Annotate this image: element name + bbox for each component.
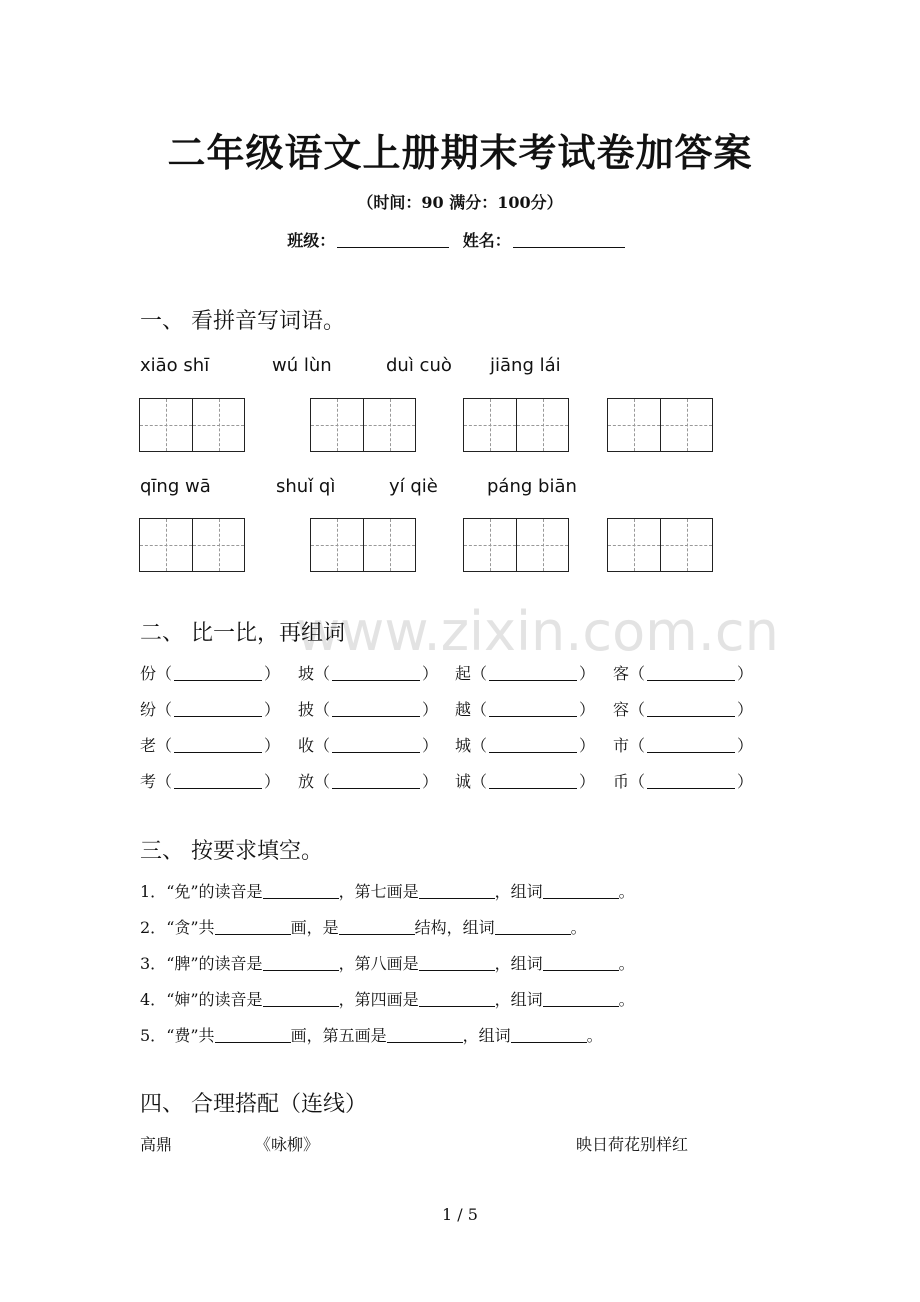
tian-grid[interactable] bbox=[607, 518, 713, 572]
word-blank[interactable] bbox=[647, 788, 735, 789]
word-blank[interactable] bbox=[489, 788, 577, 789]
match-author[interactable]: 高鼎 bbox=[140, 1135, 173, 1154]
answer-blank[interactable] bbox=[543, 898, 619, 899]
compare-item: 坡（ ） bbox=[298, 664, 439, 683]
compare-char: 收 bbox=[298, 736, 315, 755]
compare-char: 诚 bbox=[455, 772, 472, 791]
tian-grid[interactable] bbox=[463, 518, 569, 572]
compare-item: 收（ ） bbox=[298, 736, 439, 755]
pinyin-label: shuǐ qì bbox=[276, 476, 336, 497]
answer-blank[interactable] bbox=[263, 898, 339, 899]
section1-heading: 一、 看拼音写词语。 bbox=[140, 309, 345, 334]
compare-item: 纷（ ） bbox=[140, 700, 281, 719]
word-blank[interactable] bbox=[174, 716, 262, 717]
compare-item: 城（ ） bbox=[455, 736, 596, 755]
word-blank[interactable] bbox=[489, 716, 577, 717]
tian-grid[interactable] bbox=[463, 398, 569, 452]
pinyin-label: yí qiè bbox=[389, 476, 438, 497]
answer-blank[interactable] bbox=[495, 934, 571, 935]
page-title: 二年级语文上册期末考试卷加答案 bbox=[167, 130, 753, 175]
name-blank[interactable] bbox=[513, 247, 625, 248]
word-blank[interactable] bbox=[174, 680, 262, 681]
pinyin-label: wú lùn bbox=[272, 355, 332, 376]
exam-info: （时间：90 满分：100分） bbox=[357, 193, 563, 212]
compare-item: 容（ ） bbox=[613, 700, 754, 719]
compare-item: 币（ ） bbox=[613, 772, 754, 791]
compare-char: 份 bbox=[140, 664, 157, 683]
word-blank[interactable] bbox=[489, 680, 577, 681]
compare-char: 币 bbox=[613, 772, 630, 791]
tian-grid[interactable] bbox=[139, 518, 245, 572]
answer-blank[interactable] bbox=[263, 1006, 339, 1007]
pinyin-label: jiāng lái bbox=[490, 355, 561, 376]
answer-blank[interactable] bbox=[339, 934, 415, 935]
tian-grid[interactable] bbox=[310, 518, 416, 572]
match-poem-title[interactable]: 《咏柳》 bbox=[255, 1135, 320, 1154]
compare-char: 客 bbox=[613, 664, 630, 683]
question-4: 4．“婶”的读音是 ，第四画是 ，组词 。 bbox=[140, 990, 635, 1009]
compare-item: 客（ ） bbox=[613, 664, 754, 683]
compare-item: 披（ ） bbox=[298, 700, 439, 719]
answer-blank[interactable] bbox=[511, 1042, 587, 1043]
compare-char: 坡 bbox=[298, 664, 315, 683]
word-blank[interactable] bbox=[647, 752, 735, 753]
word-blank[interactable] bbox=[332, 716, 420, 717]
question-2: 2．“贪”共 画，是 结构，组词 。 bbox=[140, 918, 587, 937]
compare-item: 考（ ） bbox=[140, 772, 281, 791]
compare-item: 老（ ） bbox=[140, 736, 281, 755]
tian-grid[interactable] bbox=[310, 398, 416, 452]
name-label: 姓名： bbox=[462, 231, 511, 250]
word-blank[interactable] bbox=[332, 680, 420, 681]
tian-grid[interactable] bbox=[139, 398, 245, 452]
pinyin-label: xiāo shī bbox=[140, 355, 210, 376]
word-blank[interactable] bbox=[489, 752, 577, 753]
question-1: 1．“免”的读音是 ，第七画是 ，组词 。 bbox=[140, 882, 635, 901]
compare-item: 放（ ） bbox=[298, 772, 439, 791]
compare-char: 放 bbox=[298, 772, 315, 791]
answer-blank[interactable] bbox=[543, 970, 619, 971]
watermark: www.zixin.com.cn bbox=[296, 600, 779, 663]
compare-item: 越（ ） bbox=[455, 700, 596, 719]
answer-blank[interactable] bbox=[419, 1006, 495, 1007]
compare-char: 老 bbox=[140, 736, 157, 755]
compare-item: 份（ ） bbox=[140, 664, 281, 683]
compare-item: 市（ ） bbox=[613, 736, 754, 755]
pinyin-label: qīng wā bbox=[140, 476, 211, 497]
compare-item: 起（ ） bbox=[455, 664, 596, 683]
class-label: 班级： bbox=[287, 231, 336, 250]
word-blank[interactable] bbox=[647, 716, 735, 717]
pinyin-label: páng biān bbox=[487, 476, 577, 497]
match-poem-line[interactable]: 映日荷花别样红 bbox=[576, 1135, 689, 1154]
compare-char: 容 bbox=[613, 700, 630, 719]
tian-grid[interactable] bbox=[607, 398, 713, 452]
compare-char: 纷 bbox=[140, 700, 157, 719]
answer-blank[interactable] bbox=[419, 970, 495, 971]
word-blank[interactable] bbox=[332, 752, 420, 753]
word-blank[interactable] bbox=[647, 680, 735, 681]
answer-blank[interactable] bbox=[215, 934, 291, 935]
compare-char: 城 bbox=[455, 736, 472, 755]
question-5: 5．“费”共 画，第五画是 ，组词 。 bbox=[140, 1026, 603, 1045]
pinyin-label: duì cuò bbox=[386, 355, 452, 376]
compare-item: 诚（ ） bbox=[455, 772, 596, 791]
section2-heading: 二、 比一比，再组词 bbox=[140, 621, 345, 646]
question-3: 3．“脾”的读音是 ，第八画是 ，组词 。 bbox=[140, 954, 635, 973]
word-blank[interactable] bbox=[174, 788, 262, 789]
answer-blank[interactable] bbox=[387, 1042, 463, 1043]
section3-heading: 三、 按要求填空。 bbox=[140, 839, 323, 864]
compare-char: 考 bbox=[140, 772, 157, 791]
compare-char: 起 bbox=[455, 664, 472, 683]
word-blank[interactable] bbox=[332, 788, 420, 789]
class-blank[interactable] bbox=[337, 247, 449, 248]
page-number: 1 / 5 bbox=[442, 1205, 478, 1224]
word-blank[interactable] bbox=[174, 752, 262, 753]
answer-blank[interactable] bbox=[215, 1042, 291, 1043]
answer-blank[interactable] bbox=[543, 1006, 619, 1007]
section4-heading: 四、 合理搭配（连线） bbox=[140, 1092, 367, 1117]
compare-char: 越 bbox=[455, 700, 472, 719]
answer-blank[interactable] bbox=[419, 898, 495, 899]
compare-char: 披 bbox=[298, 700, 315, 719]
answer-blank[interactable] bbox=[263, 970, 339, 971]
student-info-line bbox=[0, 228, 920, 251]
compare-char: 市 bbox=[613, 736, 630, 755]
